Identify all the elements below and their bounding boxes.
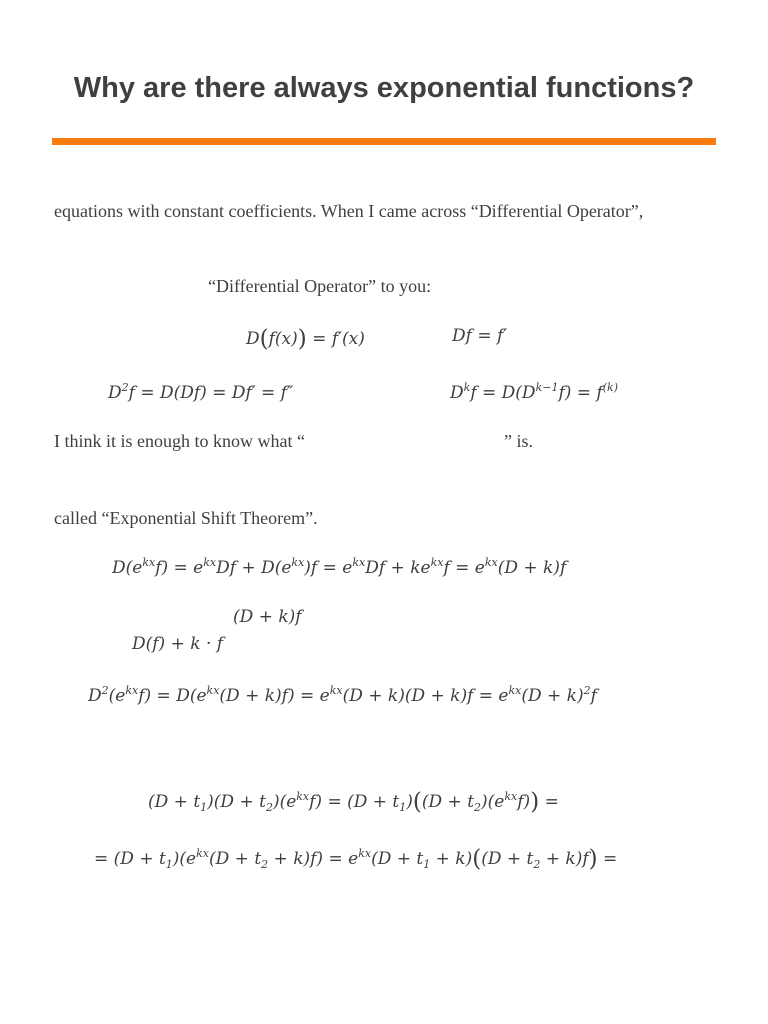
equation-product-shift-1: $(D + t_1)(D + t_2)(e^{kx}f) = (D + t_1)((D + t_2)(e^{kx}f))$ =: [148, 789, 559, 815]
equation-second-shift: $D^2(e^{kx}f) = D(e^{kx}(D + k)f) = e^{kx}(D + k)(D + k)f = e^{kx}(D + k)^2f$: [88, 684, 597, 706]
equation-second-derivative: $D^2f = D(Df) = Df' = f''$: [108, 381, 294, 403]
equation-exponential-shift: $D(e^{kx}f) = e^{kx}Df + D(e^{kx})f = e^{kx}Df + ke^{kx}f = e^{kx}(D + k)f$: [112, 556, 567, 578]
equation-product-shift-2: = $(D + t_1)(e^{kx}(D + t_2 + k)f) = e^{kx}(D + t_1 + k)((D + t_2 + k)f)$ =: [94, 846, 618, 872]
equation-fragment-sum: D(f) + k · f: [132, 634, 224, 654]
paragraph-operator-intro: “Differential Operator” to you:: [208, 276, 432, 296]
equation-fragment-shift: (D + k)f: [233, 607, 302, 627]
paragraph-intro: equations with constant coefficients. When I came across “Differential Operator”,: [54, 201, 644, 221]
equation-operator-notation: Df = f′: [452, 326, 508, 346]
title-divider: [52, 138, 716, 145]
paragraph-theorem-name: called “Exponential Shift Theorem”.: [54, 508, 318, 528]
paragraph-know-what: I think it is enough to know what “: [54, 431, 305, 451]
equation-derivative: D(f(x)) = f′(x): [246, 326, 365, 352]
equation-kth-derivative: $D^kf = D(D^{k-1}f) = f^{(k)}$: [450, 381, 618, 403]
page-title: Why are there always exponential functions?: [73, 72, 695, 104]
paragraph-know-what-end: ” is.: [504, 431, 533, 451]
